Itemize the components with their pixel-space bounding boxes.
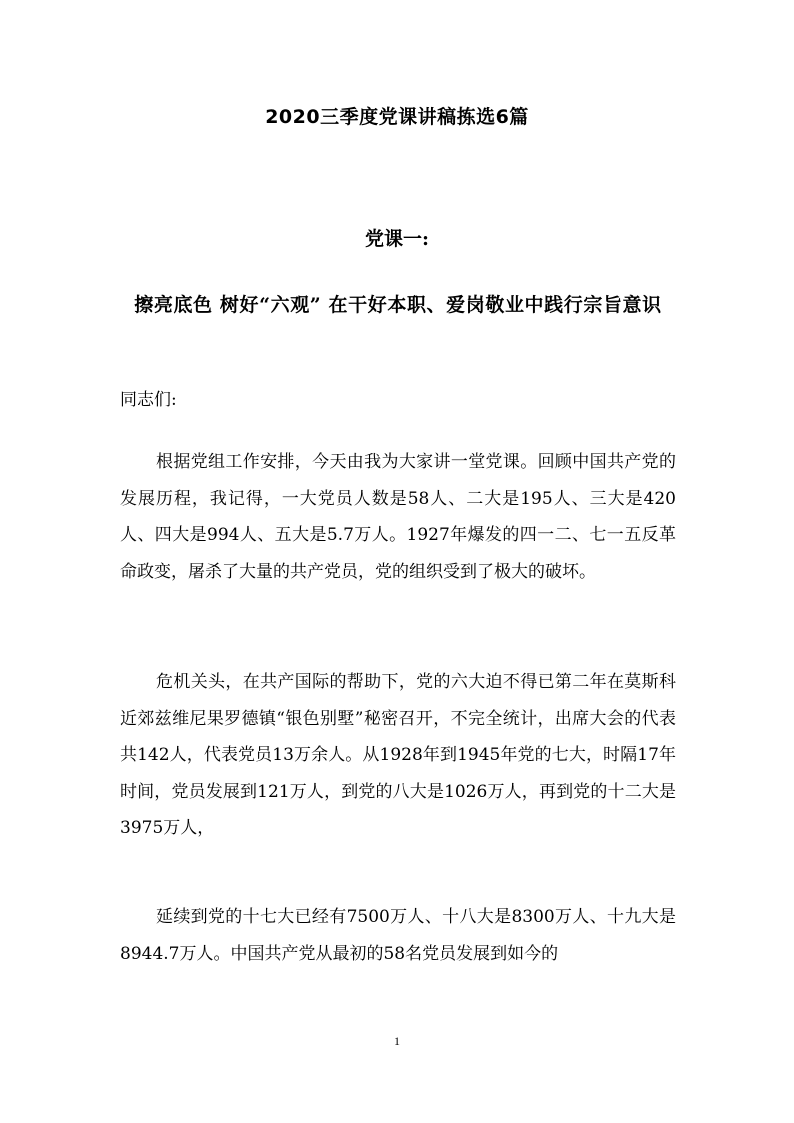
page-number: 1 xyxy=(394,1034,400,1048)
document-title: 2020三季度党课讲稿拣选6篇 xyxy=(265,106,529,128)
body-paragraph: 危机关头，在共产国际的帮助下，党的六大迫不得已第二年在莫斯科近郊兹维尼果罗德镇“银色别墅”秘密召开，不完全统计，出席大会的代表共142人，代表党员13万余人。从1928年到1945年党的七大，时隔17年时间，党员发展到121万人，到党的八大是1026万人，再到党的十二大是3975万人， xyxy=(120,672,676,838)
body-paragraph: 根据党组工作安排，今天由我为大家讲一堂党课。回顾中国共产党的发展历程，我记得，一大党员人数是58人、二大是195人、三大是420人、四大是994人、五大是5.7万人。1927年爆发的四一二、七一五反革命政变，屠杀了大量的共产党员，党的组织受到了极大的破坏。 xyxy=(120,452,676,582)
lesson-subtitle: 擦亮底色 树好“六观” 在干好本职、爱岗敬业中践行宗旨意识 xyxy=(134,294,662,316)
salutation: 同志们: xyxy=(120,390,177,410)
body-paragraph: 延续到党的十七大已经有7500万人、十八大是8300万人、十九大是8944.7万人。中国共产党从最初的58名党员发展到如今的 xyxy=(120,907,676,964)
lesson-heading: 党课一: xyxy=(364,228,429,250)
